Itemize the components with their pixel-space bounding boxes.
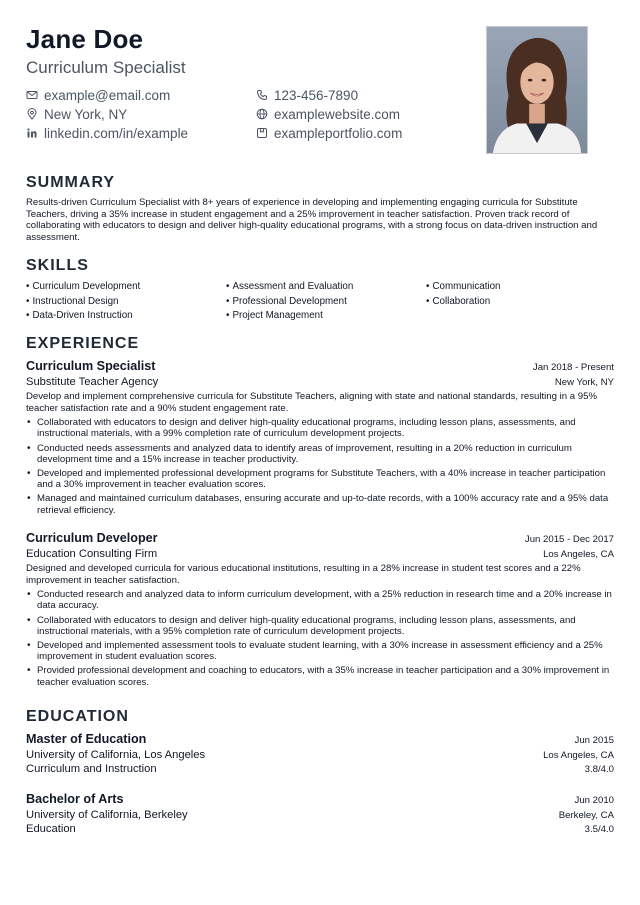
job-dates: Jan 2018 - Present (532, 362, 614, 373)
list-item: • Developed and implemented assessment tools to evaluate student learning, with a 30% increase in assessment efficiency and a 25% improvement in student evaluation scores. (26, 640, 614, 662)
candidate-name: Jane Doe (26, 24, 144, 54)
profile-photo (486, 26, 588, 154)
contact-portfolio[interactable] (256, 125, 456, 141)
job-location: New York, NY (554, 377, 614, 388)
skill-item: • Data-Driven Instruction (26, 310, 226, 322)
skill-item: • Curriculum Development (26, 281, 226, 293)
skill-item: • Project Management (226, 310, 426, 322)
degree-gpa: 3.8/4.0 (584, 764, 614, 775)
degree-title: Bachelor of Arts (26, 792, 124, 806)
job-company: Education Consulting Firm (26, 548, 158, 560)
list-item: • Developed and implemented professional development programs for Substitute Teachers, with a 40% increase in teacher participation and a 30% improvement in teacher evaluation scores. (26, 468, 614, 490)
education-entry (26, 792, 614, 835)
contact-phone[interactable] (256, 87, 456, 103)
contact-text: example@email.com (44, 87, 171, 103)
job-entry (26, 531, 614, 691)
list-item: • Collaborated with educators to design and deliver high-quality educational programs, including lesson plans, assessments, and instructional materials, with a 95% completion rate of curriculum development projects. (26, 615, 614, 637)
mail-icon (26, 89, 38, 101)
education-entry (26, 732, 614, 775)
school-name: University of California, Berkeley (26, 809, 188, 821)
degree-field: Curriculum and Instruction (26, 763, 157, 775)
list-item: • Provided professional development and coaching to educators, with a 35% increase in teacher participation and a 30% improvement in teacher evaluation scores. (26, 665, 614, 687)
job-title: Curriculum Developer (26, 531, 158, 545)
summary-text: Results-driven Curriculum Specialist with 8+ years of experience in developing and implementing engaging curricula for Substitute Teachers, driving a 35% increase in student engagement and a 25% improvement in teacher satisfaction. Proven track record of collaborating with educators to design and deliver high-quality educational programs, with a strong focus on data-driven instruction and assessment. (26, 197, 598, 243)
job-bullets (26, 589, 614, 688)
summary-heading: SUMMARY (26, 174, 116, 191)
contact-text: 123-456-7890 (274, 87, 359, 103)
degree-title: Master of Education (26, 732, 147, 746)
skill-item: • Professional Development (226, 296, 426, 308)
skill-item: • Collaboration (426, 296, 616, 308)
contact-website[interactable] (256, 106, 456, 122)
skill-item: • Communication (426, 281, 616, 293)
skill-item: • Instructional Design (26, 296, 226, 308)
contact-location (26, 106, 256, 122)
linkedin-icon (26, 127, 38, 139)
degree-gpa: 3.5/4.0 (584, 824, 614, 835)
contact-email[interactable] (26, 87, 256, 103)
list-item: • Conducted research and analyzed data to inform curriculum development, with a 25% reduction in research time and a 20% increase in data accuracy. (26, 589, 614, 611)
degree-field: Education (26, 823, 76, 835)
skills-heading: SKILLS (26, 257, 89, 274)
contact-text: exampleportfolio.com (274, 125, 403, 141)
list-item: • Managed and maintained curriculum databases, ensuring accurate and up-to-date records, with a 100% accuracy rate and a 95% data retrieval efficiency. (26, 493, 614, 515)
list-item: • Collaborated with educators to design and deliver high-quality educational programs, including lesson plans, assessments, and instructional materials, with a 99% completion rate of curriculum development projects. (26, 417, 614, 439)
portfolio-icon (256, 127, 268, 139)
job-title: Curriculum Specialist (26, 359, 156, 373)
job-description: Develop and implement comprehensive curricula for Substitute Teachers, aligning with state and national standards, resulting in a 95% teacher satisfaction rate and a 90% student engagement rate. (26, 391, 597, 414)
job-entry (26, 359, 614, 519)
phone-icon (256, 89, 268, 101)
experience-heading: EXPERIENCE (26, 335, 140, 352)
contact-text: examplewebsite.com (274, 106, 401, 122)
job-company: Substitute Teacher Agency (26, 376, 159, 388)
list-item: • Conducted needs assessments and analyzed data to identify areas of improvement, resulting in a 20% reduction in curriculum development time and a 15% increase in teacher productivity. (26, 443, 614, 465)
location-icon (26, 108, 38, 120)
school-location: Berkeley, CA (558, 810, 614, 821)
skill-item: • Assessment and Evaluation (226, 281, 426, 293)
candidate-title: Curriculum Specialist (26, 58, 186, 77)
skills-list (26, 281, 616, 322)
contact-text: New York, NY (44, 106, 128, 122)
school-location: Los Angeles, CA (543, 750, 614, 761)
job-location: Los Angeles, CA (543, 549, 614, 560)
job-description: Designed and developed curricula for various educational institutions, resulting in a 28% increase in student test scores and a 22% improvement in teacher satisfaction. (26, 563, 581, 586)
contact-text: linkedin.com/in/example (44, 125, 189, 141)
education-heading: EDUCATION (26, 708, 129, 725)
globe-icon (256, 108, 268, 120)
contact-info (26, 87, 456, 141)
degree-date: Jun 2015 (574, 735, 614, 746)
school-name: University of California, Los Angeles (26, 749, 206, 761)
job-bullets (26, 417, 614, 516)
job-dates: Jun 2015 - Dec 2017 (524, 534, 614, 545)
contact-linkedin[interactable] (26, 125, 256, 141)
degree-date: Jun 2010 (574, 795, 614, 806)
